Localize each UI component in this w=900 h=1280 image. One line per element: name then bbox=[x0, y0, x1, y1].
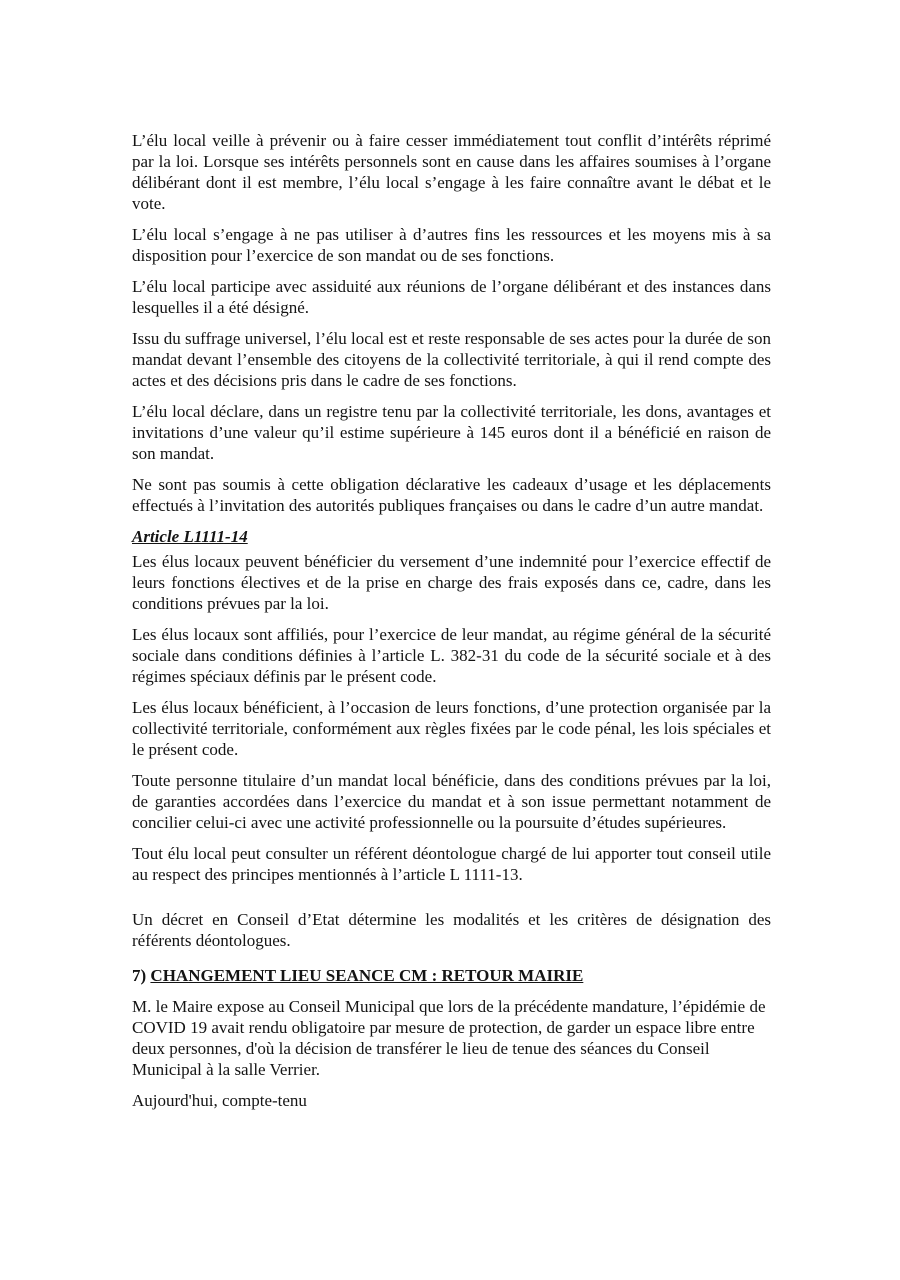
paragraph-decree: Un décret en Conseil d’Etat détermine les modalités et les critères de désignation des référents déontologues. bbox=[132, 910, 771, 950]
section-title: CHANGEMENT LIEU SEANCE CM : RETOUR MAIRIE bbox=[150, 966, 584, 985]
paragraph-protection: Les élus locaux bénéficient, à l’occasion de leurs fonctions, d’une protection organisée par la collectivité territoriale, conformément aux règles fixées par le code pénal, les lois spéciales et le présent code. bbox=[132, 698, 771, 759]
paragraph-guarantees: Toute personne titulaire d’un mandat local bénéficie, dans des conditions prévues par la loi, de garanties accordées dans l’exercice du mandat et à son issue permettant notamment de concilier celui-ci avec une activité professionnelle ou la poursuite d’études supérieures. bbox=[132, 771, 771, 832]
paragraph-ethics-referent: Tout élu local peut consulter un référent déontologue chargé de lui apporter tout conseil utile au respect des principes mentionnés à l’article L 1111-13. bbox=[132, 844, 771, 884]
paragraph-mayor-statement: M. le Maire expose au Conseil Municipal que lors de la précédente mandature, l’épidémie de COVID 19 avait rendu obligatoire par mesure de protection, de garder un espace libre entre deux personnes, d'où la décision de transférer le lieu de tenue des séances du Conseil Municipal à la salle Verrier. bbox=[132, 997, 766, 1079]
paragraph-today: Aujourd'hui, compte-tenu bbox=[132, 1091, 307, 1110]
paragraph-conflict-of-interest: L’élu local veille à prévenir ou à faire cesser immédiatement tout conflit d’intérêts réprimé par la loi. Lorsque ses intérêts personnels sont en cause dans les affaires soumises à l’organe délibérant dont il est membre, l’élu local s’engage à les faire connaître avant le débat et le vote. bbox=[132, 131, 771, 213]
section-number: 7) bbox=[132, 966, 151, 985]
article-heading: Article L1111-14 bbox=[132, 527, 248, 546]
paragraph-resources-use: L’élu local s’engage à ne pas utiliser à d’autres fins les ressources et les moyens mis à sa disposition pour l’exercice de son mandat ou de ses fonctions. bbox=[132, 225, 771, 265]
paragraph-assiduity: L’élu local participe avec assiduité aux réunions de l’organe délibérant et des instances dans lesquelles il a été désigné. bbox=[132, 277, 771, 317]
paragraph-social-security: Les élus locaux sont affiliés, pour l’exercice de leur mandat, au régime général de la sécurité sociale dans conditions définies à l’article L. 382-31 du code de la sécurité sociale et à des régimes spéciaux définis par le présent code. bbox=[132, 625, 771, 686]
blank-line bbox=[132, 895, 771, 909]
paragraph-indemnity: Les élus locaux peuvent bénéficier du versement d’une indemnité pour l’exercice effectif de leurs fonctions électives et de la prise en charge des frais exposés dans ce, cadre, dans les conditions prévues par la loi. bbox=[132, 552, 771, 613]
paragraph-gifts-register: L’élu local déclare, dans un registre tenu par la collectivité territoriale, les dons, avantages et invitations d’une valeur qu’il estime supérieure à 145 euros dont il a bénéficié en raison de son mandat. bbox=[132, 402, 771, 463]
paragraph-gifts-exemption: Ne sont pas soumis à cette obligation déclarative les cadeaux d’usage et les déplacements effectués à l’invitation des autorités publiques françaises ou dans le cadre d’un autre mandat. bbox=[132, 475, 771, 515]
section-heading bbox=[132, 965, 771, 986]
paragraph-responsibility: Issu du suffrage universel, l’élu local est et reste responsable de ses actes pour la durée de son mandat devant l’ensemble des citoyens de la collectivité territoriale, à qui il rend compte des actes et des décisions pris dans le cadre de ses fonctions. bbox=[132, 329, 771, 390]
page-content bbox=[132, 130, 771, 1121]
